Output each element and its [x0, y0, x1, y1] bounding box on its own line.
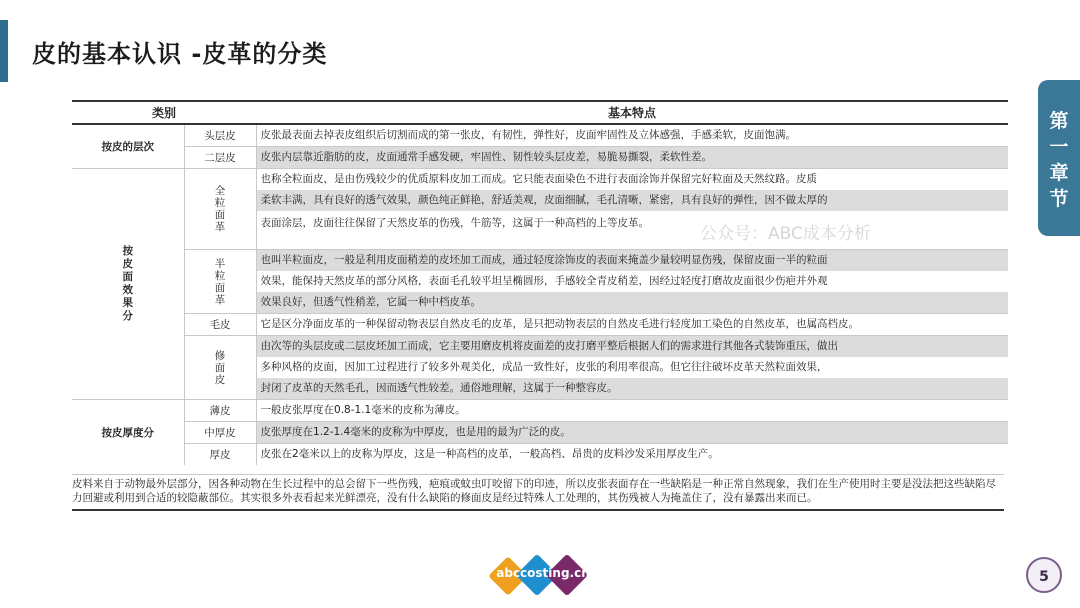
- header-features: 基本特点: [256, 101, 1008, 124]
- desc-full-grain-line: 也称全粒面皮，是由伤残较少的优质原料皮加工而成。它只能表面染色不进行表面涂饰并保留完好粒面及天然纹路。皮质: [260, 173, 818, 185]
- desc-thin: 一般皮张厚度在0.8-1.1毫米的皮称为薄皮。: [260, 404, 466, 416]
- label-corrected-text: 修面皮: [214, 349, 226, 386]
- desc-full-grain-line: 表面涂层，皮面往往保留了天然皮革的伤残，牛筋等，这属于一种高档的上等皮革。: [260, 217, 650, 229]
- desc-corrected-line: 多种风格的皮面，因加工过程进行了较多外观美化，成品一致性好，皮张的利用率很高。但它往往破坏皮革天然粒面效果，: [260, 361, 828, 373]
- logo-text: abccosting.cn: [496, 566, 590, 580]
- title-accent-bar: [0, 20, 8, 82]
- label-semi-grain-text: 半粒面革: [214, 257, 226, 306]
- desc-semi-grain-line: 效果，能保持天然皮革的部分风格，表面毛孔较平坦呈椭圆形，手感较全青皮稍差，因经过轻度打磨故皮面很少伤疤并外观: [260, 275, 828, 287]
- label-medium: 中厚皮: [184, 422, 256, 444]
- chapter-char: 一: [1049, 136, 1069, 158]
- abccosting-logo[interactable]: [488, 552, 598, 596]
- desc-fur: 它是区分净面皮革的一种保留动物表层自然皮毛的皮革，是只把动物表层的自然皮毛进行轻度加工染色的自然皮革，也属高档皮。: [260, 318, 860, 330]
- chapter-tab[interactable]: [1038, 80, 1080, 236]
- header-category: 类别: [72, 101, 256, 124]
- page-number: 5: [1026, 557, 1062, 593]
- desc-semi-grain-line: 也叫半粒面皮，一般是利用皮面稍差的皮坯加工而成，通过轻度涂饰皮的表面来掩盖少量较明显伤残，保留皮面一半的粒面: [257, 250, 1009, 271]
- desc-medium: 皮张厚度在1.2-1.4毫米的皮称为中厚皮，也是用的最为广泛的皮。: [257, 422, 1009, 443]
- desc-corrected-line: 封闭了皮革的天然毛孔，因而透气性较差。通俗地理解，这属于一种整容皮。: [257, 378, 1009, 399]
- group-by-surface-label: 按皮面效果分: [122, 245, 133, 322]
- chapter-char: 第: [1049, 110, 1069, 132]
- chapter-char: 章: [1049, 162, 1069, 184]
- watermark: 公众号：ABC成本分析: [700, 224, 871, 244]
- chapter-char: 节: [1049, 188, 1069, 210]
- footnote: 皮料来自于动物最外层部分，因各种动物在生长过程中的总会留下一些伤残，疤痕或蚊虫叮咬留下的印迹，所以皮张表面存在一些缺陷是一种正常自然现象，我们在生产使用时主要是没法把这些缺陷尽力回避或利用到合适的较隐蔽部位。其实很多外表看起来光鲜漂亮，没有什么缺陷的修面皮是经过特殊人工处理的，其伤残被人为掩盖住了，没有暴露出来而已。: [72, 474, 1004, 511]
- leather-classification-table: [72, 100, 1008, 465]
- label-second-layer: 二层皮: [184, 147, 256, 169]
- label-corrected: [184, 336, 256, 400]
- label-top-layer: 头层皮: [184, 124, 256, 147]
- desc-second-layer: 皮张内层靠近脂肪的皮，皮面通常手感发硬，牢固性、韧性较头层皮差，易脆易撕裂，柔软性差。: [257, 147, 1009, 168]
- group-by-surface: [72, 169, 184, 400]
- label-thick: 厚皮: [184, 444, 256, 466]
- desc-full-grain-line: 柔软丰满，具有良好的透气效果，颜色纯正鲜艳，舒适美观，皮面细腻，毛孔清晰，紧密，具有良好的弹性，因不做太厚的: [257, 190, 1009, 211]
- desc-top-layer: 皮张最表面去掉表皮组织后切割而成的第一张皮，有韧性，弹性好，皮面牢固性及立体感强，手感柔软，皮面饱满。: [260, 129, 797, 141]
- label-full-grain: [184, 169, 256, 250]
- group-by-layer: 按皮的层次: [72, 124, 184, 169]
- desc-thick: 皮张在2毫米以上的皮称为厚皮，这是一种高档的皮革，一般高档、昂贵的皮料沙发采用厚皮生产。: [260, 448, 719, 460]
- desc-semi-grain-line: 效果良好，但透气性稍差，它属一种中档皮革。: [257, 292, 1009, 313]
- group-by-thickness: 按皮厚度分: [72, 400, 184, 466]
- desc-corrected-line: 由次等的头层皮或二层皮坯加工而成，它主要用磨皮机将皮面差的皮打磨平整后根据人们的需求进行其他各式装饰重压，做出: [257, 336, 1009, 357]
- label-semi-grain: [184, 250, 256, 314]
- label-thin: 薄皮: [184, 400, 256, 422]
- label-full-grain-text: 全粒面革: [214, 185, 226, 233]
- page-title: 皮的基本认识 -皮革的分类: [32, 40, 328, 68]
- label-fur: 毛皮: [184, 314, 256, 336]
